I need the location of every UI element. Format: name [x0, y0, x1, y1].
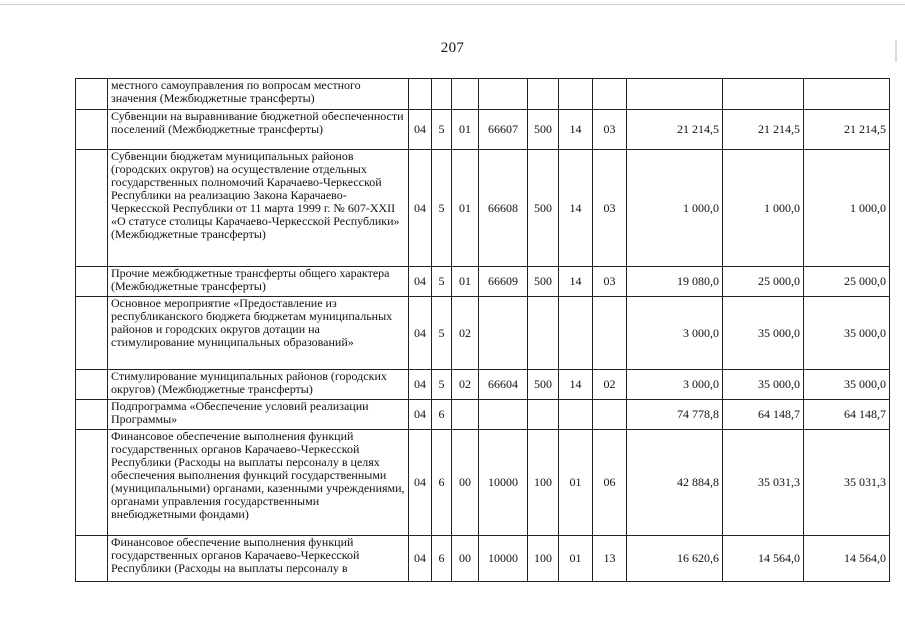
row-number-cell	[76, 79, 108, 110]
row-number-cell	[76, 297, 108, 370]
table-row	[76, 110, 890, 150]
amount-year-3: 64 148,7	[804, 400, 890, 430]
table-row	[76, 430, 890, 536]
code-measure: 00	[452, 536, 479, 582]
amount-year-3: 21 214,5	[804, 110, 890, 150]
amount-year-2	[723, 79, 804, 110]
code-section: 04	[409, 430, 432, 536]
code-subprogram: 6	[432, 536, 452, 582]
code-subprogram: 5	[432, 150, 452, 267]
amount-year-3: 25 000,0	[804, 267, 890, 297]
amount-year-1: 16 620,6	[627, 536, 723, 582]
code-division	[559, 297, 593, 370]
amount-year-3: 35 000,0	[804, 370, 890, 400]
amount-year-2: 35 031,3	[723, 430, 804, 536]
row-description: Финансовое обеспечение выполнения функций государственных органов Карачаево-Черкесской Республики (Расходы на выплаты персоналу в целях обеспечения выполнения функций государственными (муниципальными) органами, казенными учреждениями, органами управления государственными внебюджетными фондами)	[108, 430, 409, 536]
code-subdivision	[593, 297, 627, 370]
code-section: 04	[409, 150, 432, 267]
amount-year-2: 1 000,0	[723, 150, 804, 267]
code-section	[409, 79, 432, 110]
code-subdivision: 03	[593, 150, 627, 267]
code-measure: 01	[452, 110, 479, 150]
row-number-cell	[76, 267, 108, 297]
code-section: 04	[409, 267, 432, 297]
code-expense-type: 500	[528, 267, 559, 297]
table-row	[76, 297, 890, 370]
amount-year-1: 21 214,5	[627, 110, 723, 150]
code-measure: 01	[452, 150, 479, 267]
code-section: 04	[409, 297, 432, 370]
table-row	[76, 370, 890, 400]
code-expense-type	[528, 79, 559, 110]
table-row	[76, 400, 890, 430]
row-number-cell	[76, 400, 108, 430]
amount-year-3: 14 564,0	[804, 536, 890, 582]
code-subdivision	[593, 79, 627, 110]
code-expense-type: 100	[528, 430, 559, 536]
code-expense-type: 100	[528, 536, 559, 582]
code-subprogram: 5	[432, 297, 452, 370]
code-measure	[452, 400, 479, 430]
code-section: 04	[409, 110, 432, 150]
row-number-cell	[76, 110, 108, 150]
code-measure: 00	[452, 430, 479, 536]
amount-year-2: 35 000,0	[723, 297, 804, 370]
code-division: 01	[559, 536, 593, 582]
amount-year-3: 35 000,0	[804, 297, 890, 370]
table-row	[76, 267, 890, 297]
code-division: 14	[559, 150, 593, 267]
code-direction: 10000	[479, 536, 528, 582]
code-direction	[479, 79, 528, 110]
code-subprogram: 6	[432, 400, 452, 430]
amount-year-2: 14 564,0	[723, 536, 804, 582]
code-measure: 02	[452, 297, 479, 370]
code-division: 14	[559, 370, 593, 400]
amount-year-2: 35 000,0	[723, 370, 804, 400]
code-measure: 01	[452, 267, 479, 297]
row-number-cell	[76, 370, 108, 400]
code-direction: 66604	[479, 370, 528, 400]
code-subdivision: 03	[593, 267, 627, 297]
amount-year-3	[804, 79, 890, 110]
code-division: 14	[559, 110, 593, 150]
row-description: Субвенции бюджетам муниципальных районов (городских округов) на осуществление отдельных государственных полномочий Карачаево-Черкесской Республики на реализацию Закона Карачаево-Черкесской Республики от 11 марта 1999 г. № 607-XXII «О статусе столицы Карачаево-Черкесской Республики» (Межбюджетные трансферты)	[108, 150, 409, 267]
code-subdivision: 13	[593, 536, 627, 582]
amount-year-1: 42 884,8	[627, 430, 723, 536]
code-measure: 02	[452, 370, 479, 400]
code-direction: 66608	[479, 150, 528, 267]
amount-year-1: 19 080,0	[627, 267, 723, 297]
code-subprogram	[432, 79, 452, 110]
row-description: Субвенции на выравнивание бюджетной обеспеченности поселений (Межбюджетные трансферты)	[108, 110, 409, 150]
row-description: Финансовое обеспечение выполнения функций государственных органов Карачаево-Черкесской Республики (Расходы на выплаты персоналу в	[108, 536, 409, 582]
amount-year-2: 64 148,7	[723, 400, 804, 430]
row-description: Прочие межбюджетные трансферты общего характера (Межбюджетные трансферты)	[108, 267, 409, 297]
code-subdivision	[593, 400, 627, 430]
table-row	[76, 79, 890, 110]
code-direction	[479, 400, 528, 430]
amount-year-1: 3 000,0	[627, 297, 723, 370]
code-expense-type	[528, 297, 559, 370]
code-expense-type	[528, 400, 559, 430]
amount-year-3: 35 031,3	[804, 430, 890, 536]
table-body	[76, 79, 890, 582]
row-description: Стимулирование муниципальных районов (городских округов) (Межбюджетные трансферты)	[108, 370, 409, 400]
code-direction: 10000	[479, 430, 528, 536]
code-subprogram: 5	[432, 267, 452, 297]
row-number-cell	[76, 430, 108, 536]
row-description: Подпрограмма «Обеспечение условий реализации Программы»	[108, 400, 409, 430]
code-subprogram: 6	[432, 430, 452, 536]
code-direction: 66607	[479, 110, 528, 150]
amount-year-2: 25 000,0	[723, 267, 804, 297]
code-subprogram: 5	[432, 370, 452, 400]
code-division	[559, 400, 593, 430]
row-description: местного самоуправления по вопросам местного значения (Межбюджетные трансферты)	[108, 79, 409, 110]
amount-year-2: 21 214,5	[723, 110, 804, 150]
table-row	[76, 150, 890, 267]
amount-year-3: 1 000,0	[804, 150, 890, 267]
code-subdivision: 06	[593, 430, 627, 536]
table-row	[76, 536, 890, 582]
code-expense-type: 500	[528, 110, 559, 150]
row-description: Основное мероприятие «Предоставление из республиканского бюджета бюджетам муниципальных районов и городских округов дотации на стимулирование муниципальных образований»	[108, 297, 409, 370]
code-subdivision: 03	[593, 110, 627, 150]
row-number-cell	[76, 536, 108, 582]
code-section: 04	[409, 370, 432, 400]
budget-table	[75, 78, 890, 582]
amount-year-1: 1 000,0	[627, 150, 723, 267]
row-number-cell	[76, 150, 108, 267]
code-subprogram: 5	[432, 110, 452, 150]
top-border-line	[0, 4, 905, 5]
code-expense-type: 500	[528, 370, 559, 400]
code-section: 04	[409, 400, 432, 430]
code-division: 14	[559, 267, 593, 297]
code-measure	[452, 79, 479, 110]
code-division: 01	[559, 430, 593, 536]
code-subdivision: 02	[593, 370, 627, 400]
amount-year-1: 74 778,8	[627, 400, 723, 430]
code-direction	[479, 297, 528, 370]
code-division	[559, 79, 593, 110]
amount-year-1: 3 000,0	[627, 370, 723, 400]
page-number: 207	[440, 40, 465, 56]
code-direction: 66609	[479, 267, 528, 297]
code-expense-type: 500	[528, 150, 559, 267]
amount-year-1	[627, 79, 723, 110]
code-section: 04	[409, 536, 432, 582]
